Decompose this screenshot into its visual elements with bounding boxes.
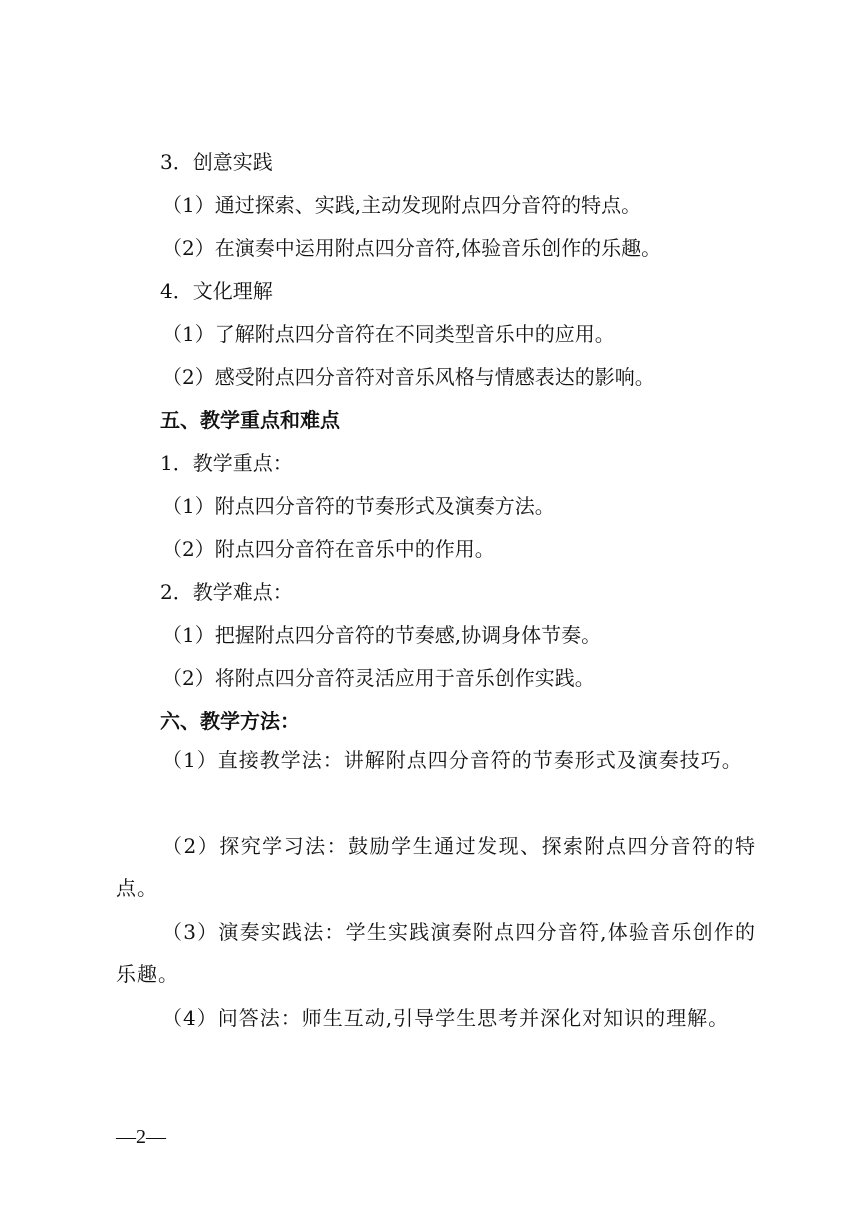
method-paragraph: （1）直接教学法：讲解附点四分音符的节奏形式及演奏技巧。 [162,748,743,772]
method-paragraph: （4）问答法：师生互动,引导学生思考并深化对知识的理解。 [162,1006,730,1030]
method-paragraph: （2）探究学习法：鼓励学生通过发现、探索附点四分音符的特点。 [116,834,756,900]
list-item: （1）通过探索、实践,主动发现附点四分音符的特点。 [162,193,642,217]
list-item: （2）感受附点四分音符对音乐风格与情感表达的影响。 [162,365,655,389]
subheading-creative-practice: 3．创意实践 [160,150,273,174]
page-number: —2— [116,1126,166,1148]
list-item: （1）了解附点四分音符在不同类型音乐中的应用。 [162,322,615,346]
section-heading-key-points: 五、教学重点和难点 [160,408,340,432]
section-heading-teaching-methods: 六、教学方法： [160,709,300,733]
subheading-teaching-difficulty: 2．教学难点： [160,580,293,604]
list-item: （2）附点四分音符在音乐中的作用。 [162,537,495,561]
list-item: （2）将附点四分音符灵活应用于音乐创作实践。 [162,666,595,690]
list-item: （1）附点四分音符的节奏形式及演奏方法。 [162,494,555,518]
method-paragraph: （3）演奏实践法：学生实践演奏附点四分音符,体验音乐创作的乐趣。 [116,920,756,986]
list-item: （2）在演奏中运用附点四分音符,体验音乐创作的乐趣。 [162,236,662,260]
subheading-teaching-focus: 1．教学重点： [160,451,293,475]
list-item: （1）把握附点四分音符的节奏感,协调身体节奏。 [162,623,602,647]
subheading-cultural-understanding: 4．文化理解 [160,279,273,303]
